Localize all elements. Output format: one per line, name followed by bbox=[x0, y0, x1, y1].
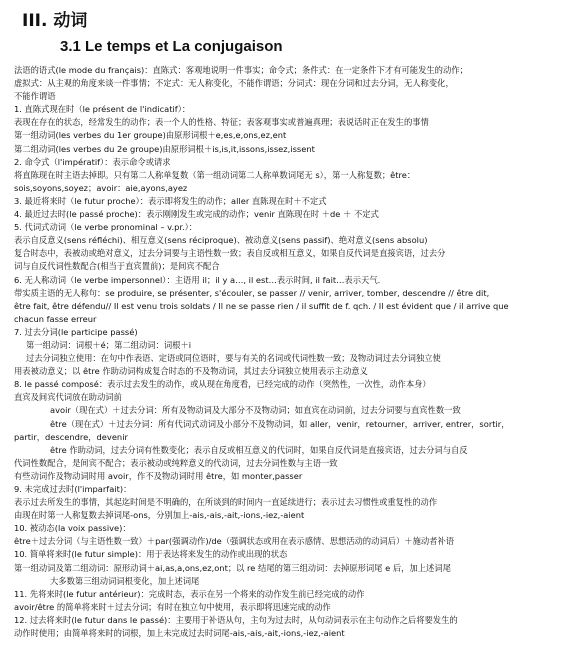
text-line: partir，descendre，devenir bbox=[14, 431, 128, 442]
text-line: 将直陈现在时主语去掉即。只有第二人称单复数（第一组动词第二人称单数词尾无 s），第一人称复数；être： bbox=[14, 169, 416, 180]
text-line: 10. 被动态(la voix passive)： bbox=[14, 523, 131, 534]
text-line: 有些动词作及物动词时用 avoir，作不及物动词时用 être，如 monter,passer bbox=[14, 470, 303, 481]
text-line: être fait, être défendu// Il est venu trois soldats / Il ne se passe rien / il suffit de f. qch. / Il est évident que / il arrive que bbox=[14, 300, 509, 311]
text-line: 动作时使用；由简单将来时的词根，加上未完成过去时词尾-ais,-ais,-ait,-ions,-iez,-aient bbox=[14, 628, 345, 639]
text-line: 表示过去所发生的事情，其起迄时间是不明确的，在所谈到的时间内一直延续进行；表示过去习惯性或重复性的动作 bbox=[14, 497, 438, 508]
text-line: 表现在存在的状态，经常发生的动作；表一个人的性格、特征；表客观事实或普遍真理；表说话时正在发生的事情 bbox=[14, 117, 429, 128]
text-line: être＋过去分词（与主语性数一致）＋par(强调动作)/de（强调状态或用在表示感情、思想活动的动词后）＋施动者补语 bbox=[14, 536, 455, 547]
text-line: 3. 最近将来时（le futur proche）：表示即将发生的动作；aller 直陈现在时＋不定式 bbox=[14, 195, 327, 206]
text-line: 直宾及间宾代词放在助动词前 bbox=[14, 392, 122, 403]
text-line: chacun fasse erreur bbox=[14, 313, 97, 324]
text-line: 带实质主语的无人称句：se produire, se présenter, s'écouler, se passer // venir, arriver, tomber, descendre // être dit, bbox=[14, 287, 490, 298]
text-line: 1. 直陈式现在时（le présent de l'indicatif）： bbox=[14, 104, 191, 115]
text-line: 过去分词独立使用：在句中作表语、定语或同位语时，要与有关的名词或代词性数一致；及物动词过去分词独立使 bbox=[26, 353, 441, 364]
section-heading: 3.1 Le temps et La conjugaison bbox=[60, 38, 283, 55]
text-line: 第一组动词：词根＋é；第二组动词：词根＋i bbox=[26, 339, 192, 350]
text-line: 第一组动词(les verbes du 1er groupe)由原形词根＋e,es,e,ons,ez,ent bbox=[14, 130, 287, 141]
text-line: 词与自反代词性数配合(相当于直宾置前)；是间宾不配合 bbox=[14, 261, 220, 272]
text-line: 6. 无人称动词（le verbe impersonnel）：主语用 il；il y a…, il est…表示时间, il fait…表示天气. bbox=[14, 274, 381, 285]
text-line: avoir（现在式）＋过去分词：所有及物动词及大部分不及物动词；如直宾在动词前，过去分词要与直宾性数一致 bbox=[50, 405, 461, 416]
text-line: 虚拟式：从主观的角度来谈一件事情；不定式：无人称变化，不能作谓语；分词式：现在分词和过去分词，无人称变化， bbox=[14, 78, 454, 89]
text-line: sois,soyons,soyez；avoir：aie,ayons,ayez bbox=[14, 182, 188, 193]
text-line: 8. le passé composé：表示过去发生的动作，或从现在角度看，已经完成的动作（突然性，一次性，动作本身） bbox=[14, 379, 431, 390]
text-line: 9. 未完成过去时(l'imparfait)： bbox=[14, 484, 132, 494]
text-line: 复合时态中，表被动或绝对意义，过去分词要与主语性数一致；表自反或相互意义，如果自反代词是直接宾语，过去分 bbox=[14, 248, 446, 259]
text-line: avoir/être 的简单将来时＋过去分词；有时在独立句中使用，表示即将迅速完成的动作 bbox=[14, 601, 331, 612]
text-line: 12. 过去将来时(le futur dans le passé)：主要用于补语从句，主句为过去时，从句动词表示在主句动作之后将要发生的 bbox=[14, 614, 458, 625]
text-line: 大多数第三组动词词根变化，加上述词尾 bbox=[50, 575, 200, 586]
text-line: 第二组动词(les verbes du 2e groupe)由原形词根＋is,is,it,issons,issez,issent bbox=[14, 143, 315, 154]
text-line: 表示自反意义(sens réfléchi)、相互意义(sens réciproque)、被动意义(sens passif)、绝对意义(sens absolu) bbox=[14, 235, 428, 246]
chapter-heading: III. 动词 bbox=[22, 11, 88, 31]
text-line: 法语的语式(le mode du français)：直陈式：客观地说明一件事实；命令式；条件式：在一定条件下才有可能发生的动作； bbox=[14, 65, 468, 75]
text-line: 7. 过去分词(le participe passé) bbox=[14, 326, 138, 337]
text-line: être 作助动词，过去分词有性数变化；表示自反或相互意义的代词时，如果自反代词是直接宾语，过去分词与自反 bbox=[50, 444, 468, 455]
text-line: 由现在时第一人称复数去掉词尾-ons，分别加上-ais,-ais,-ait,-ions,-iez,-aient bbox=[14, 510, 305, 521]
text-line: 11. 先将来时(le futur antérieur)：完成时态，表示在另一个将来的动作发生前已经完成的动作 bbox=[14, 588, 365, 599]
text-line: 不能作谓语 bbox=[14, 91, 56, 102]
text-line: 10. 简单将来时(le futur simple)：用于表达将来发生的动作或出现的状态 bbox=[14, 549, 288, 560]
text-line: 第一组动词及第二组动词：原形动词＋ai,as,a,ons,ez,ont；以 re 结尾的第三组动词：去掉原形词尾 e 后，加上述词尾 bbox=[14, 562, 451, 573]
text-line: 2. 命令式（l'impératif）：表示命令或请求 bbox=[14, 156, 171, 167]
text-line: 4. 最近过去时(le passé proche)：表示刚刚发生或完成的动作；venir 直陈现在时 ＋de ＋ 不定式 bbox=[14, 209, 379, 220]
document-body bbox=[14, 64, 565, 640]
text-line: 用表被动意义；以 être 作助动词构成复合时态的不及物动词，其过去分词独立使用表示主动意义 bbox=[14, 366, 368, 377]
text-line: 代词性数配合，是间宾不配合；表示被动或纯粹意义的代动词，过去分词性数与主语一致 bbox=[14, 457, 338, 468]
text-line: 5. 代词式动词（le verbe pronominal – v.pr.）： bbox=[14, 222, 198, 233]
text-line: être（现在式）＋过去分词：所有代词式动词及小部分不及物动词，如 aller，venir，retourner，arriver, entrer，sortir， bbox=[50, 418, 510, 429]
